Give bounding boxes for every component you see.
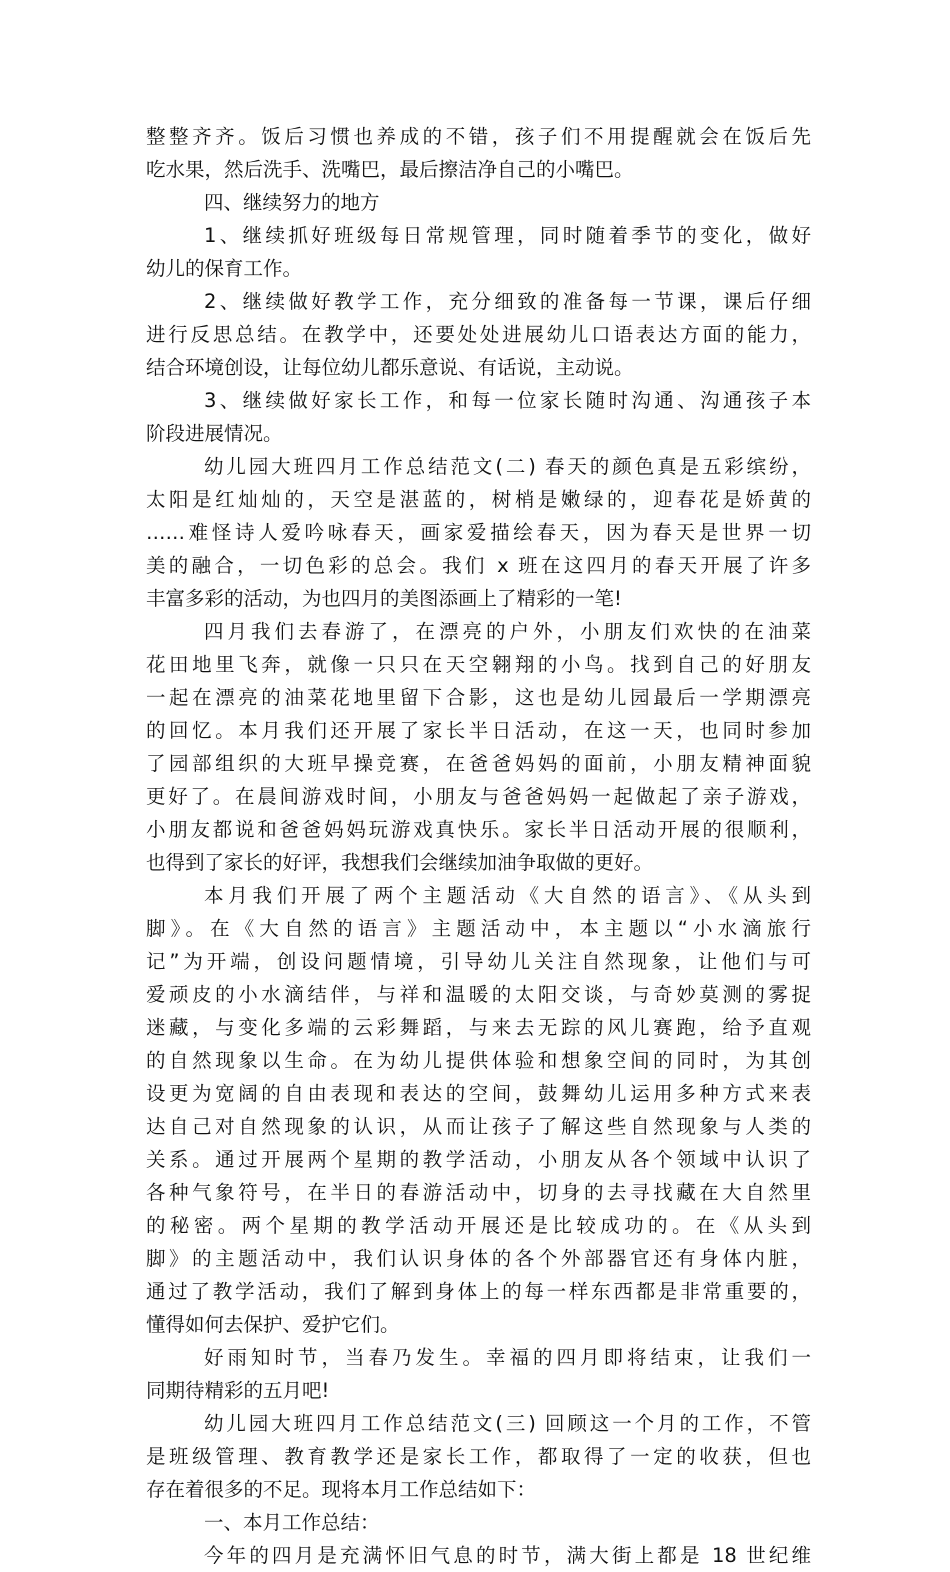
- text-line: 更好了。在晨间游戏时间，小朋友与爸爸妈妈一起做起了亲子游戏，: [146, 785, 811, 808]
- document-body: [146, 120, 811, 1572]
- text-line: 丰富多彩的活动，为也四月的美图添画上了精彩的一笔!: [146, 587, 622, 610]
- text-line: 是班级管理、教育教学还是家长工作，都取得了一定的收获，但也: [146, 1445, 811, 1468]
- text-line: 1、继续抓好班级每日常规管理，同时随着季节的变化，做好: [204, 224, 811, 247]
- text-line: 存在着很多的不足。现将本月工作总结如下：: [146, 1478, 537, 1501]
- text-line: 的秘密。两个星期的教学活动开展还是比较成功的。在《从头到: [146, 1214, 811, 1237]
- text-line: 幼儿的保育工作。: [146, 257, 303, 280]
- text-line: 也得到了家长的好评，我想我们会继续加油争取做的更好。: [146, 851, 654, 874]
- text-line: 同期待精彩的五月吧!: [146, 1379, 330, 1402]
- text-line: 进行反思总结。在教学中，还要处处进展幼儿口语表达方面的能力，: [146, 323, 811, 346]
- text-line: 一、本月工作总结：: [204, 1511, 380, 1534]
- text-line: 各种气象符号，在半日的春游活动中，切身的去寻找藏在大自然里: [146, 1181, 811, 1204]
- text-line: 好雨知时节，当春乃发生。幸福的四月即将结束，让我们一: [204, 1346, 811, 1369]
- text-line: 爱顽皮的小水滴结伴，与祥和温暖的太阳交谈，与奇妙莫测的雾捉: [146, 983, 811, 1006]
- text-line: 了园部组织的大班早操竞赛，在爸爸妈妈的面前，小朋友精神面貌: [146, 752, 811, 775]
- text-line: 阶段进展情况。: [146, 422, 283, 445]
- text-line: 一起在漂亮的油菜花地里留下合影，这也是幼儿园最后一学期漂亮: [146, 686, 811, 709]
- text-line: 太阳是红灿灿的，天空是湛蓝的，树梢是嫩绿的，迎春花是娇黄的: [146, 488, 811, 511]
- text-line: 幼儿园大班四月工作总结范文(三) 回顾这一个月的工作，不管: [204, 1412, 811, 1435]
- text-line: ……难怪诗人爱吟咏春天，画家爱描绘春天，因为春天是世界一切: [146, 521, 811, 544]
- text-line: 关系。通过开展两个星期的教学活动，小朋友从各个领域中认识了: [146, 1148, 811, 1171]
- text-line: 吃水果，然后洗手、洗嘴巴，最后擦洁净自己的小嘴巴。: [146, 158, 634, 181]
- text-line: 脚》。在《大自然的语言》主题活动中，本主题以“小水滴旅行: [146, 917, 811, 940]
- text-line: 整整齐齐。饭后习惯也养成的不错，孩子们不用提醒就会在饭后先: [146, 125, 811, 148]
- text-line: 脚》的主题活动中，我们认识身体的各个外部器官还有身体内脏，: [146, 1247, 811, 1270]
- text-line: 小朋友都说和爸爸妈妈玩游戏真快乐。家长半日活动开展的很顺利，: [146, 818, 811, 841]
- text-line: 3、继续做好家长工作，和每一位家长随时沟通、沟通孩子本: [204, 389, 811, 412]
- text-line: 的回忆。本月我们还开展了家长半日活动，在这一天，也同时参加: [146, 719, 811, 742]
- text-line: 懂得如何去保护、爱护它们。: [146, 1313, 400, 1336]
- text-line: 迷藏，与变化多端的云彩舞蹈，与来去无踪的风儿赛跑，给予直观: [146, 1016, 811, 1039]
- text-line: 幼儿园大班四月工作总结范文(二) 春天的颜色真是五彩缤纷，: [204, 455, 811, 478]
- text-line: 设更为宽阔的自由表现和表达的空间，鼓舞幼儿运用多种方式来表: [146, 1082, 811, 1105]
- text-line: 结合环境创设，让每位幼儿都乐意说、有话说，主动说。: [146, 356, 634, 379]
- text-line: 本月我们开展了两个主题活动《大自然的语言》、《从头到: [204, 884, 811, 907]
- text-line: 四、继续努力的地方: [204, 191, 380, 214]
- text-line: 今年的四月是充满怀旧气息的时节，满大街上都是 18 世纪维: [204, 1544, 811, 1567]
- text-line: 花田地里飞奔，就像一只只在天空翱翔的小鸟。找到自己的好朋友: [146, 653, 811, 676]
- text-line: 的自然现象以生命。在为幼儿提供体验和想象空间的同时，为其创: [146, 1049, 811, 1072]
- text-line: 美的融合，一切色彩的总会。我们 x 班在这四月的春天开展了许多: [146, 554, 811, 577]
- text-line: 达自己对自然现象的认识，从而让孩子了解这些自然现象与人类的: [146, 1115, 811, 1138]
- text-line: 2、继续做好教学工作，充分细致的准备每一节课，课后仔细: [204, 290, 811, 313]
- text-line: 通过了教学活动，我们了解到身体上的每一样东西都是非常重要的，: [146, 1280, 811, 1303]
- text-line: 四月我们去春游了，在漂亮的户外，小朋友们欢快的在油菜: [204, 620, 811, 643]
- text-line: 记”为开端，创设问题情境，引导幼儿关注自然现象，让他们与可: [146, 950, 811, 973]
